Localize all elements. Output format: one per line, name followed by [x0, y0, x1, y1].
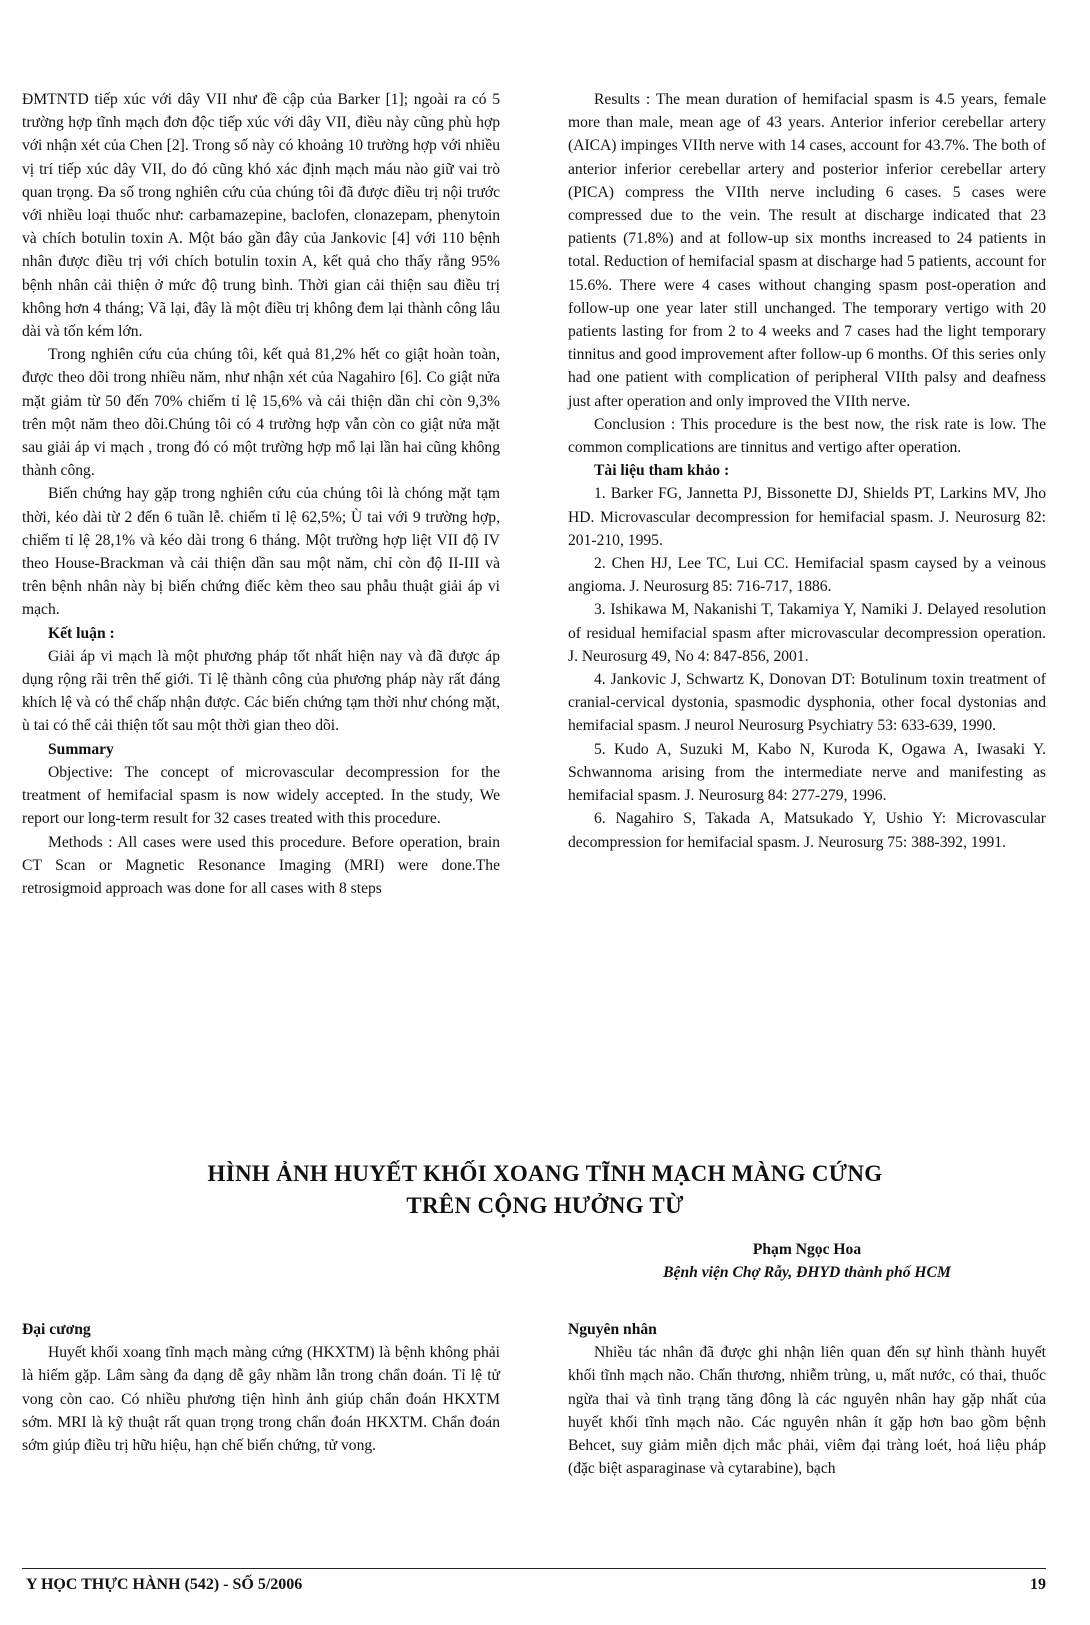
- conclusion-heading: Kết luận :: [48, 624, 115, 642]
- paragraph: Trong nghiên cứu của chúng tôi, kết quả 81,2% hết co giật hoàn toàn, được theo dõi trong nhiều năm, như nhận xét của Nagahiro [6]. Co giật nửa mặt giảm từ 50 đến 70% chiếm tỉ lệ 15,6% và cải thiện dần chỉ còn 9,3% trên một năm theo dõi.Chúng tôi có 4 trường hợp vẫn còn co giật nửa mặt sau giải áp vi mạch , trong đó có một trường hợp mổ lại lần hai cũng không thành công.: [22, 346, 500, 480]
- summary-methods: Methods : All cases were used this procedure. Before operation, brain CT Scan or Magnetic Resonance Imaging (MRI) were done.The retrosigmoid approach was done for all cases with 8 steps: [22, 833, 500, 897]
- reference-item: 5. Kudo A, Suzuki M, Kabo N, Kuroda K, Ogawa A, Iwasaki Y. Schwannoma arising from the intermediate nerve and manifesting as hemifacial spasm. J. Neurosurg 84: 277-279, 1996.: [568, 740, 1046, 805]
- paragraph: ĐMTNTD tiếp xúc với dây VII như đề cập của Barker [1]; ngoài ra có 5 trường hợp tĩnh mạch đơn độc tiếp xúc với dây VII, điều này cũng phù hợp với nhận xét của Chen [2]. Trong số này có khoảng 10 trường hợp với nhiều vị trí tiếp xúc dây VII, do đó cũng khó xác định mạch máu nào giữ vai trò quan trọng. Đa số trong nghiên cứu của chúng tôi đã được điều trị nội trước với nhiều loại thuốc như: carbamazepine, baclofen, clonazepam, phenytoin và chích botulin toxin A. Một báo gần đây của Jankovic [4] với 110 bệnh nhân được điều trị với chích botulin toxin A, kết quả cho thấy rằng 95% bệnh nhân cải thiện ở mức độ trung bình. Thời gian cải thiện sau điều trị không hơn 4 tháng; Vã lại, đây là một điều trị không đem lại thành công lâu dài và tốn kém lớn.: [22, 91, 500, 341]
- conclusion-paragraph-en: Conclusion : This procedure is the best now, the risk rate is low. The common complications are tinnitus and vertigo after operation.: [568, 415, 1046, 457]
- reference-item: 1. Barker FG, Jannetta PJ, Bissonette DJ, Shields PT, Larkins MV, Jho HD. Microvascular decompression for hemifacial spasm. J. Neurosurg 82: 201-210, 1995.: [568, 485, 1046, 549]
- author-name: Phạm Ngọc Hoa: [752, 1241, 862, 1258]
- footer-journal: Y HỌC THỰC HÀNH (542) - SỐ 5/2006: [26, 1576, 303, 1593]
- section-heading: Đại cương: [22, 1321, 91, 1338]
- paragraph: Huyết khối xoang tĩnh mạch màng cứng (HKXTM) là bệnh không phải là hiếm gặp. Lâm sàng đa dạng dễ gây nhầm lẫn trong chẩn đoán. Tỉ lệ tử vong còn cao. Có nhiều phương tiện hình ảnh giúp chẩn đoán HKXTM sớm. MRI là kỹ thuật rất quan trọng trong chẩn đoán HKXTM. Chẩn đoán sớm giúp điều trị hữu hiệu, hạn chế biến chứng, tử vong.: [22, 1344, 500, 1455]
- top-right-column: [568, 88, 1046, 854]
- summary-objective: Objective: The concept of microvascular decompression for the treatment of hemifacial spasm is now widely accepted. In the study, We report our long-term result for 32 cases treated with this procedure.: [22, 763, 500, 828]
- reference-item: 2. Chen HJ, Lee TC, Lui CC. Hemifacial spasm caysed by a veinous angioma. J. Neurosurg 85: 716-717, 1886.: [568, 555, 1046, 596]
- paragraph: Nhiều tác nhân đã được ghi nhận liên quan đến sự hình thành huyết khối tĩnh mạch não. Chấn thương, nhiễm trùng, u, mất nước, có thai, thuốc ngừa thai và tình trạng tăng đông là các nguyên nhân hay gặp nhất của huyết khối tĩnh mạch não. Các nguyên nhân ít gặp hơn bao gồm bệnh Behcet, suy giảm miễn dịch mắc phải, viêm đại tràng loét, hoá liệu pháp (đặc biệt asparaginase và cytarabine), bạch: [568, 1344, 1046, 1478]
- footer-rule: [22, 1568, 1046, 1569]
- bottom-left-column: [22, 1318, 500, 1457]
- author-block: [568, 1238, 1046, 1284]
- bottom-right-column: [568, 1318, 1046, 1480]
- article-title-line2: TRÊN CỘNG HƯỞNG TỪ: [406, 1193, 684, 1218]
- top-left-column: [22, 88, 500, 900]
- section-heading: Nguyên nhân: [568, 1321, 657, 1338]
- summary-heading: Summary: [48, 740, 114, 758]
- article-title-line1: HÌNH ẢNH HUYẾT KHỐI XOANG TĨNH MẠCH MÀNG CỨNG: [207, 1161, 883, 1186]
- article-title: [40, 1158, 1050, 1222]
- references-heading: Tài liệu tham khảo :: [594, 462, 730, 480]
- page-number: 19: [1030, 1576, 1046, 1593]
- reference-item: 6. Nagahiro S, Takada A, Matsukado Y, Ushio Y: Microvascular decompression for hemifacial spasm. J. Neurosurg 75: 388-392, 1991.: [568, 810, 1046, 851]
- reference-item: 3. Ishikawa M, Nakanishi T, Takamiya Y, Namiki J. Delayed resolution of residual hemifacial spasm after microvascular decompression operation. J. Neurosurg 49, No 4: 847-856, 2001.: [568, 601, 1046, 665]
- conclusion-paragraph: Giải áp vi mạch là một phương pháp tốt nhất hiện nay và đã được áp dụng rộng rãi trên thế giới. Tỉ lệ thành công của phương pháp này rất đáng khích lệ và có thể chấp nhận được. Các biến chứng tạm thời như chóng mặt, ù tai có thể cải thiện tốt sau một thời gian theo dõi.: [22, 647, 500, 735]
- results-paragraph: Results : The mean duration of hemifacial spasm is 4.5 years, female more than male, mean age of 43 years. Anterior inferior cerebellar artery (AICA) impinges VIIth nerve with 14 cases, account for 43.7%. The both of anterior inferior cerebellar artery and posterior inferior cerebellar artery (PICA) compress the VIIth nerve including 6 cases. 5 cases were compressed due to the vein. The result at discharge indicated that 23 patients (71.8%) and at follow-up six months increased to 24 patients in total. Reduction of hemifacial spasm at discharge had 5 patients, account for 15.6%. There were 4 cases without changing spasm post-operation and follow-up one year later still unchanged. The temporary vertigo with 20 patients lasting for from 2 to 4 weeks and 7 cases had the light temporary tinnitus and good improvement after follow-up 6 months. Of this series only had one patient with complication of peripheral VIIth palsy and deafness just after operation and only improved the VIIth nerve.: [568, 91, 1046, 410]
- author-affiliation: Bệnh viện Chợ Rẫy, ĐHYD thành phố HCM: [663, 1264, 951, 1281]
- reference-item: 4. Jankovic J, Schwartz K, Donovan DT: Botulinum toxin treatment of cranial-cervical dystonia, spasmodic dysphonia, other focal dystonias and hemifacial spasm. J neurol Neurosurg Psychiatry 53: 633-639, 1990.: [568, 671, 1046, 735]
- paragraph: Biến chứng hay gặp trong nghiên cứu của chúng tôi là chóng mặt tạm thời, kéo dài từ 2 đến 6 tuần lễ. chiếm tỉ lệ 62,5%; Ù tai với 9 trường hợp, chiếm tỉ lệ 28,1% và kéo dài trong 6 tháng. Một trường hợp liệt VII độ IV theo House-Brackman và cải thiện dần sau một năm, chỉ còn độ II-III và trên bệnh nhân này bị biến chứng điếc kèm theo sau phẫu thuật giải áp vi mạch.: [22, 485, 500, 619]
